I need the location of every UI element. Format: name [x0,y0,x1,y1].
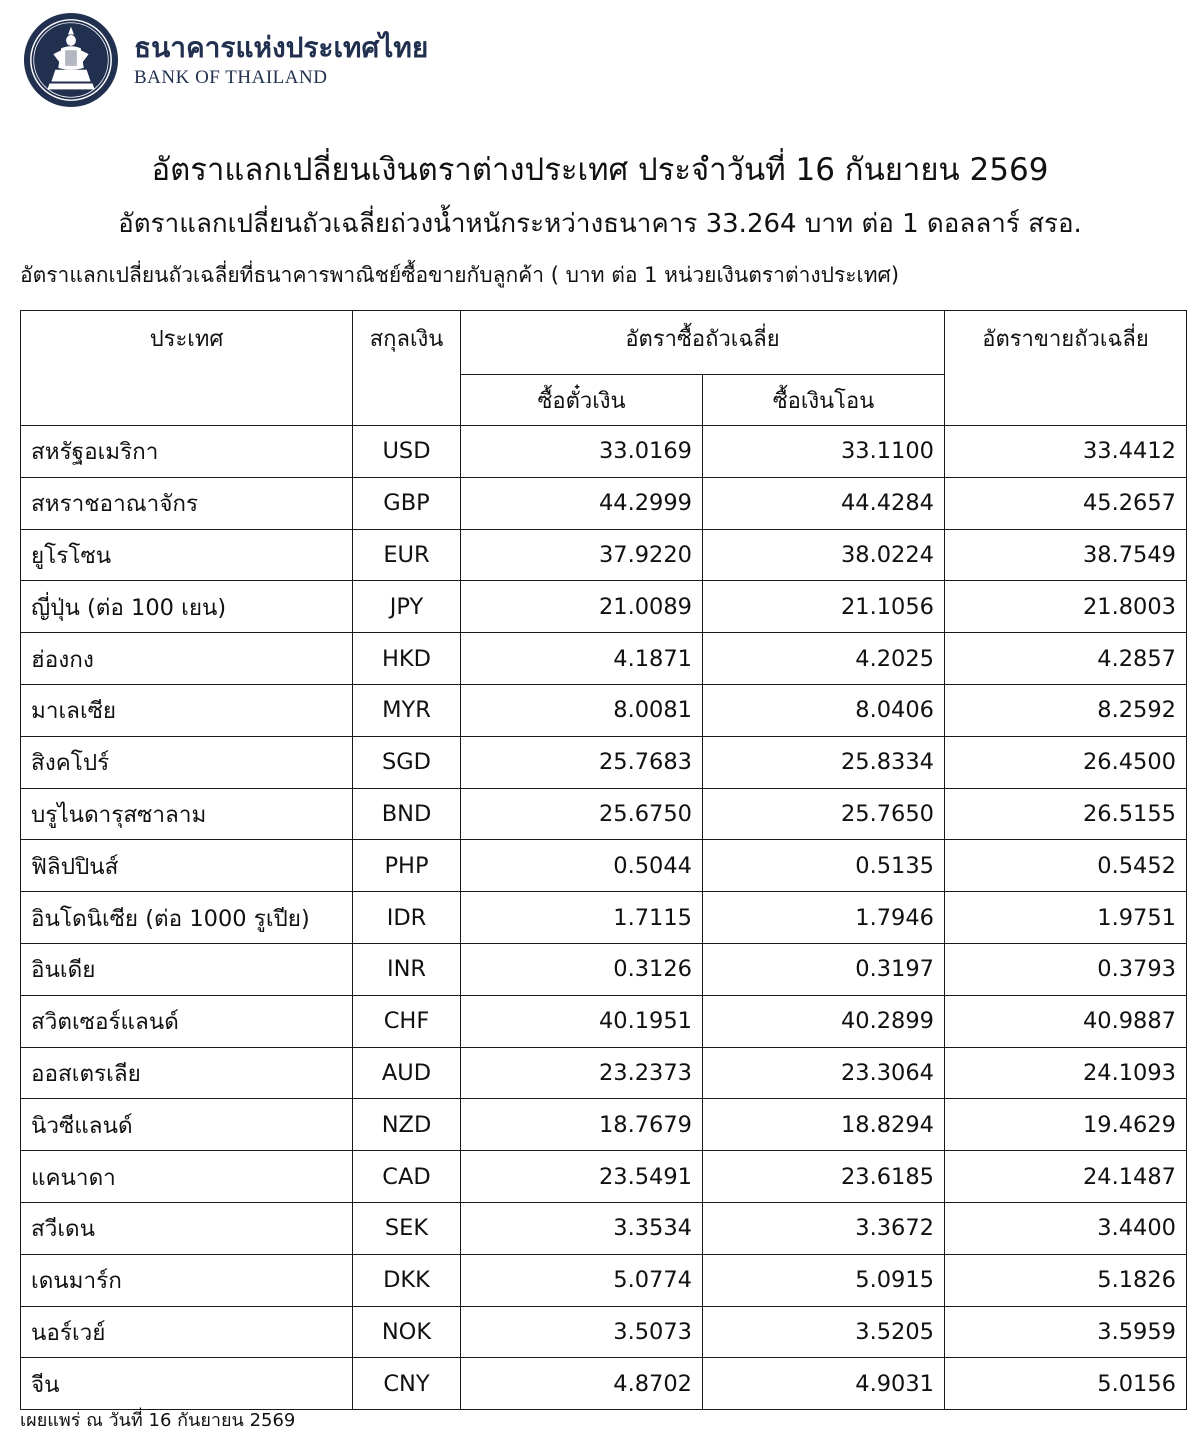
buying-transfer-rate-cell: 3.5205 [703,1306,945,1358]
selling-rate-cell: 0.3793 [945,943,1187,995]
selling-rate-cell: 0.5452 [945,840,1187,892]
buying-transfer-rate-cell: 25.8334 [703,736,945,788]
buying-sight-rate-cell: 0.5044 [461,840,703,892]
buying-sight-rate-cell: 21.0089 [461,581,703,633]
selling-rate-cell: 26.5155 [945,788,1187,840]
buying-sight-rate-cell: 33.0169 [461,426,703,478]
country-cell: เดนมาร์ก [21,1254,353,1306]
table-note: อัตราแลกเปลี่ยนถัวเฉลี่ยที่ธนาคารพาณิชย์ซื้อขายกับลูกค้า ( บาท ต่อ 1 หน่วยเงินตราต่างประเทศ) [20,263,900,287]
selling-rate-cell: 1.9751 [945,892,1187,944]
table-row [21,1202,1187,1254]
buying-sight-rate-cell: 3.3534 [461,1202,703,1254]
buying-transfer-rate-cell: 5.0915 [703,1254,945,1306]
buying-sight-rate-cell: 5.0774 [461,1254,703,1306]
country-cell: นิวซีแลนด์ [21,1099,353,1151]
buying-sight-rate-cell: 44.2999 [461,477,703,529]
country-cell: มาเลเซีย [21,684,353,736]
buying-transfer-rate-cell: 0.3197 [703,943,945,995]
table-row [21,1306,1187,1358]
buying-transfer-rate-cell: 3.3672 [703,1202,945,1254]
buying-sight-rate-cell: 25.6750 [461,788,703,840]
selling-rate-cell: 45.2657 [945,477,1187,529]
buying-transfer-rate-cell: 23.6185 [703,1151,945,1203]
bank-of-thailand-seal-icon [22,11,120,109]
buying-transfer-rate-cell: 33.1100 [703,426,945,478]
currency-code-cell: MYR [353,684,461,736]
currency-code-cell: DKK [353,1254,461,1306]
currency-code-cell: JPY [353,581,461,633]
buying-transfer-rate-cell: 0.5135 [703,840,945,892]
table-row [21,995,1187,1047]
bank-name-thai: ธนาคารแห่งประเทศไทย [134,31,429,64]
table-row [21,477,1187,529]
buying-sight-rate-cell: 4.1871 [461,633,703,685]
table-row [21,892,1187,944]
currency-code-cell: USD [353,426,461,478]
buying-transfer-rate-cell: 25.7650 [703,788,945,840]
buying-sight-rate-cell: 1.7115 [461,892,703,944]
buying-transfer-rate-cell: 4.9031 [703,1358,945,1410]
currency-code-cell: EUR [353,529,461,581]
table-row [21,581,1187,633]
table-row [21,736,1187,788]
currency-code-cell: AUD [353,1047,461,1099]
table-row [21,426,1187,478]
currency-code-cell: GBP [353,477,461,529]
currency-code-cell: NZD [353,1099,461,1151]
buying-transfer-rate-cell: 44.4284 [703,477,945,529]
currency-code-cell: SEK [353,1202,461,1254]
selling-rate-cell: 8.2592 [945,684,1187,736]
country-cell: สหราชอาณาจักร [21,477,353,529]
country-cell: จีน [21,1358,353,1410]
table-row [21,1358,1187,1410]
selling-rate-cell: 33.4412 [945,426,1187,478]
currency-code-cell: PHP [353,840,461,892]
currency-code-cell: CHF [353,995,461,1047]
buying-transfer-rate-cell: 38.0224 [703,529,945,581]
country-cell: สหรัฐอเมริกา [21,426,353,478]
selling-rate-cell: 5.0156 [945,1358,1187,1410]
selling-rate-cell: 5.1826 [945,1254,1187,1306]
country-cell: อินโดนิเซีย (ต่อ 1000 รูเปีย) [21,892,353,944]
selling-rate-cell: 24.1487 [945,1151,1187,1203]
buying-sight-rate-cell: 25.7683 [461,736,703,788]
buying-sight-rate-cell: 23.2373 [461,1047,703,1099]
table-row [21,633,1187,685]
country-cell: ฮ่องกง [21,633,353,685]
buying-transfer-rate-cell: 18.8294 [703,1099,945,1151]
currency-code-cell: NOK [353,1306,461,1358]
country-cell: นอร์เวย์ [21,1306,353,1358]
buying-sight-rate-cell: 18.7679 [461,1099,703,1151]
buying-sight-rate-cell: 3.5073 [461,1306,703,1358]
buying-sight-rate-cell: 40.1951 [461,995,703,1047]
buying-sight-rate-cell: 8.0081 [461,684,703,736]
selling-rate-cell: 3.4400 [945,1202,1187,1254]
currency-code-cell: HKD [353,633,461,685]
published-date: เผยแพร่ ณ วันที่ 16 กันยายน 2569 [20,1410,296,1431]
buying-sight-rate-cell: 37.9220 [461,529,703,581]
buying-transfer-rate-cell: 21.1056 [703,581,945,633]
selling-rate-cell: 38.7549 [945,529,1187,581]
buying-sight-rate-cell: 23.5491 [461,1151,703,1203]
country-cell: ญี่ปุ่น (ต่อ 100 เยน) [21,581,353,633]
country-cell: สวิตเซอร์แลนด์ [21,995,353,1047]
buying-sight-rate-cell: 0.3126 [461,943,703,995]
buying-transfer-rate-cell: 1.7946 [703,892,945,944]
country-cell: สิงคโปร์ [21,736,353,788]
table-body [21,426,1187,1410]
selling-rate-cell: 40.9887 [945,995,1187,1047]
table-row [21,1151,1187,1203]
page-title: อัตราแลกเปลี่ยนเงินตราต่างประเทศ ประจำวันที่ 16 กันยายน 2569 [151,152,1049,188]
country-cell: แคนาดา [21,1151,353,1203]
buying-sight-rate-cell: 4.8702 [461,1358,703,1410]
currency-code-cell: INR [353,943,461,995]
country-cell: ฟิลิปปินส์ [21,840,353,892]
table-row [21,1254,1187,1306]
header-buying-sight-bill: ซื้อตั๋วเงิน [461,375,703,426]
exchange-rate-table [20,310,1187,1410]
header-country: ประเทศ [21,311,353,426]
currency-code-cell: CAD [353,1151,461,1203]
header-currency: สกุลเงิน [353,311,461,426]
currency-code-cell: IDR [353,892,461,944]
buying-transfer-rate-cell: 8.0406 [703,684,945,736]
table-row [21,943,1187,995]
currency-code-cell: SGD [353,736,461,788]
country-cell: อินเดีย [21,943,353,995]
header [22,8,428,112]
bank-name-english: BANK OF THAILAND [134,67,328,88]
interbank-rate-subtitle: อัตราแลกเปลี่ยนถัวเฉลี่ยถ่วงน้ำหนักระหว่างธนาคาร 33.264 บาท ต่อ 1 ดอลลาร์ สรอ. [118,209,1082,239]
table-row [21,684,1187,736]
header-selling-rate: อัตราขายถัวเฉลี่ย [945,311,1187,426]
bank-names [134,31,428,89]
table-row [21,788,1187,840]
table-row [21,1099,1187,1151]
table-row [21,1047,1187,1099]
buying-transfer-rate-cell: 23.3064 [703,1047,945,1099]
selling-rate-cell: 26.4500 [945,736,1187,788]
selling-rate-cell: 3.5959 [945,1306,1187,1358]
selling-rate-cell: 21.8003 [945,581,1187,633]
selling-rate-cell: 19.4629 [945,1099,1187,1151]
table-row [21,529,1187,581]
header-buying-transfer: ซื้อเงินโอน [703,375,945,426]
selling-rate-cell: 4.2857 [945,633,1187,685]
buying-transfer-rate-cell: 40.2899 [703,995,945,1047]
country-cell: ยูโรโซน [21,529,353,581]
selling-rate-cell: 24.1093 [945,1047,1187,1099]
buying-transfer-rate-cell: 4.2025 [703,633,945,685]
header-buying-rate: อัตราซื้อถัวเฉลี่ย [461,311,945,375]
country-cell: สวีเดน [21,1202,353,1254]
table-row [21,840,1187,892]
country-cell: ออสเตรเลีย [21,1047,353,1099]
currency-code-cell: BND [353,788,461,840]
country-cell: บรูไนดารุสซาลาม [21,788,353,840]
currency-code-cell: CNY [353,1358,461,1410]
